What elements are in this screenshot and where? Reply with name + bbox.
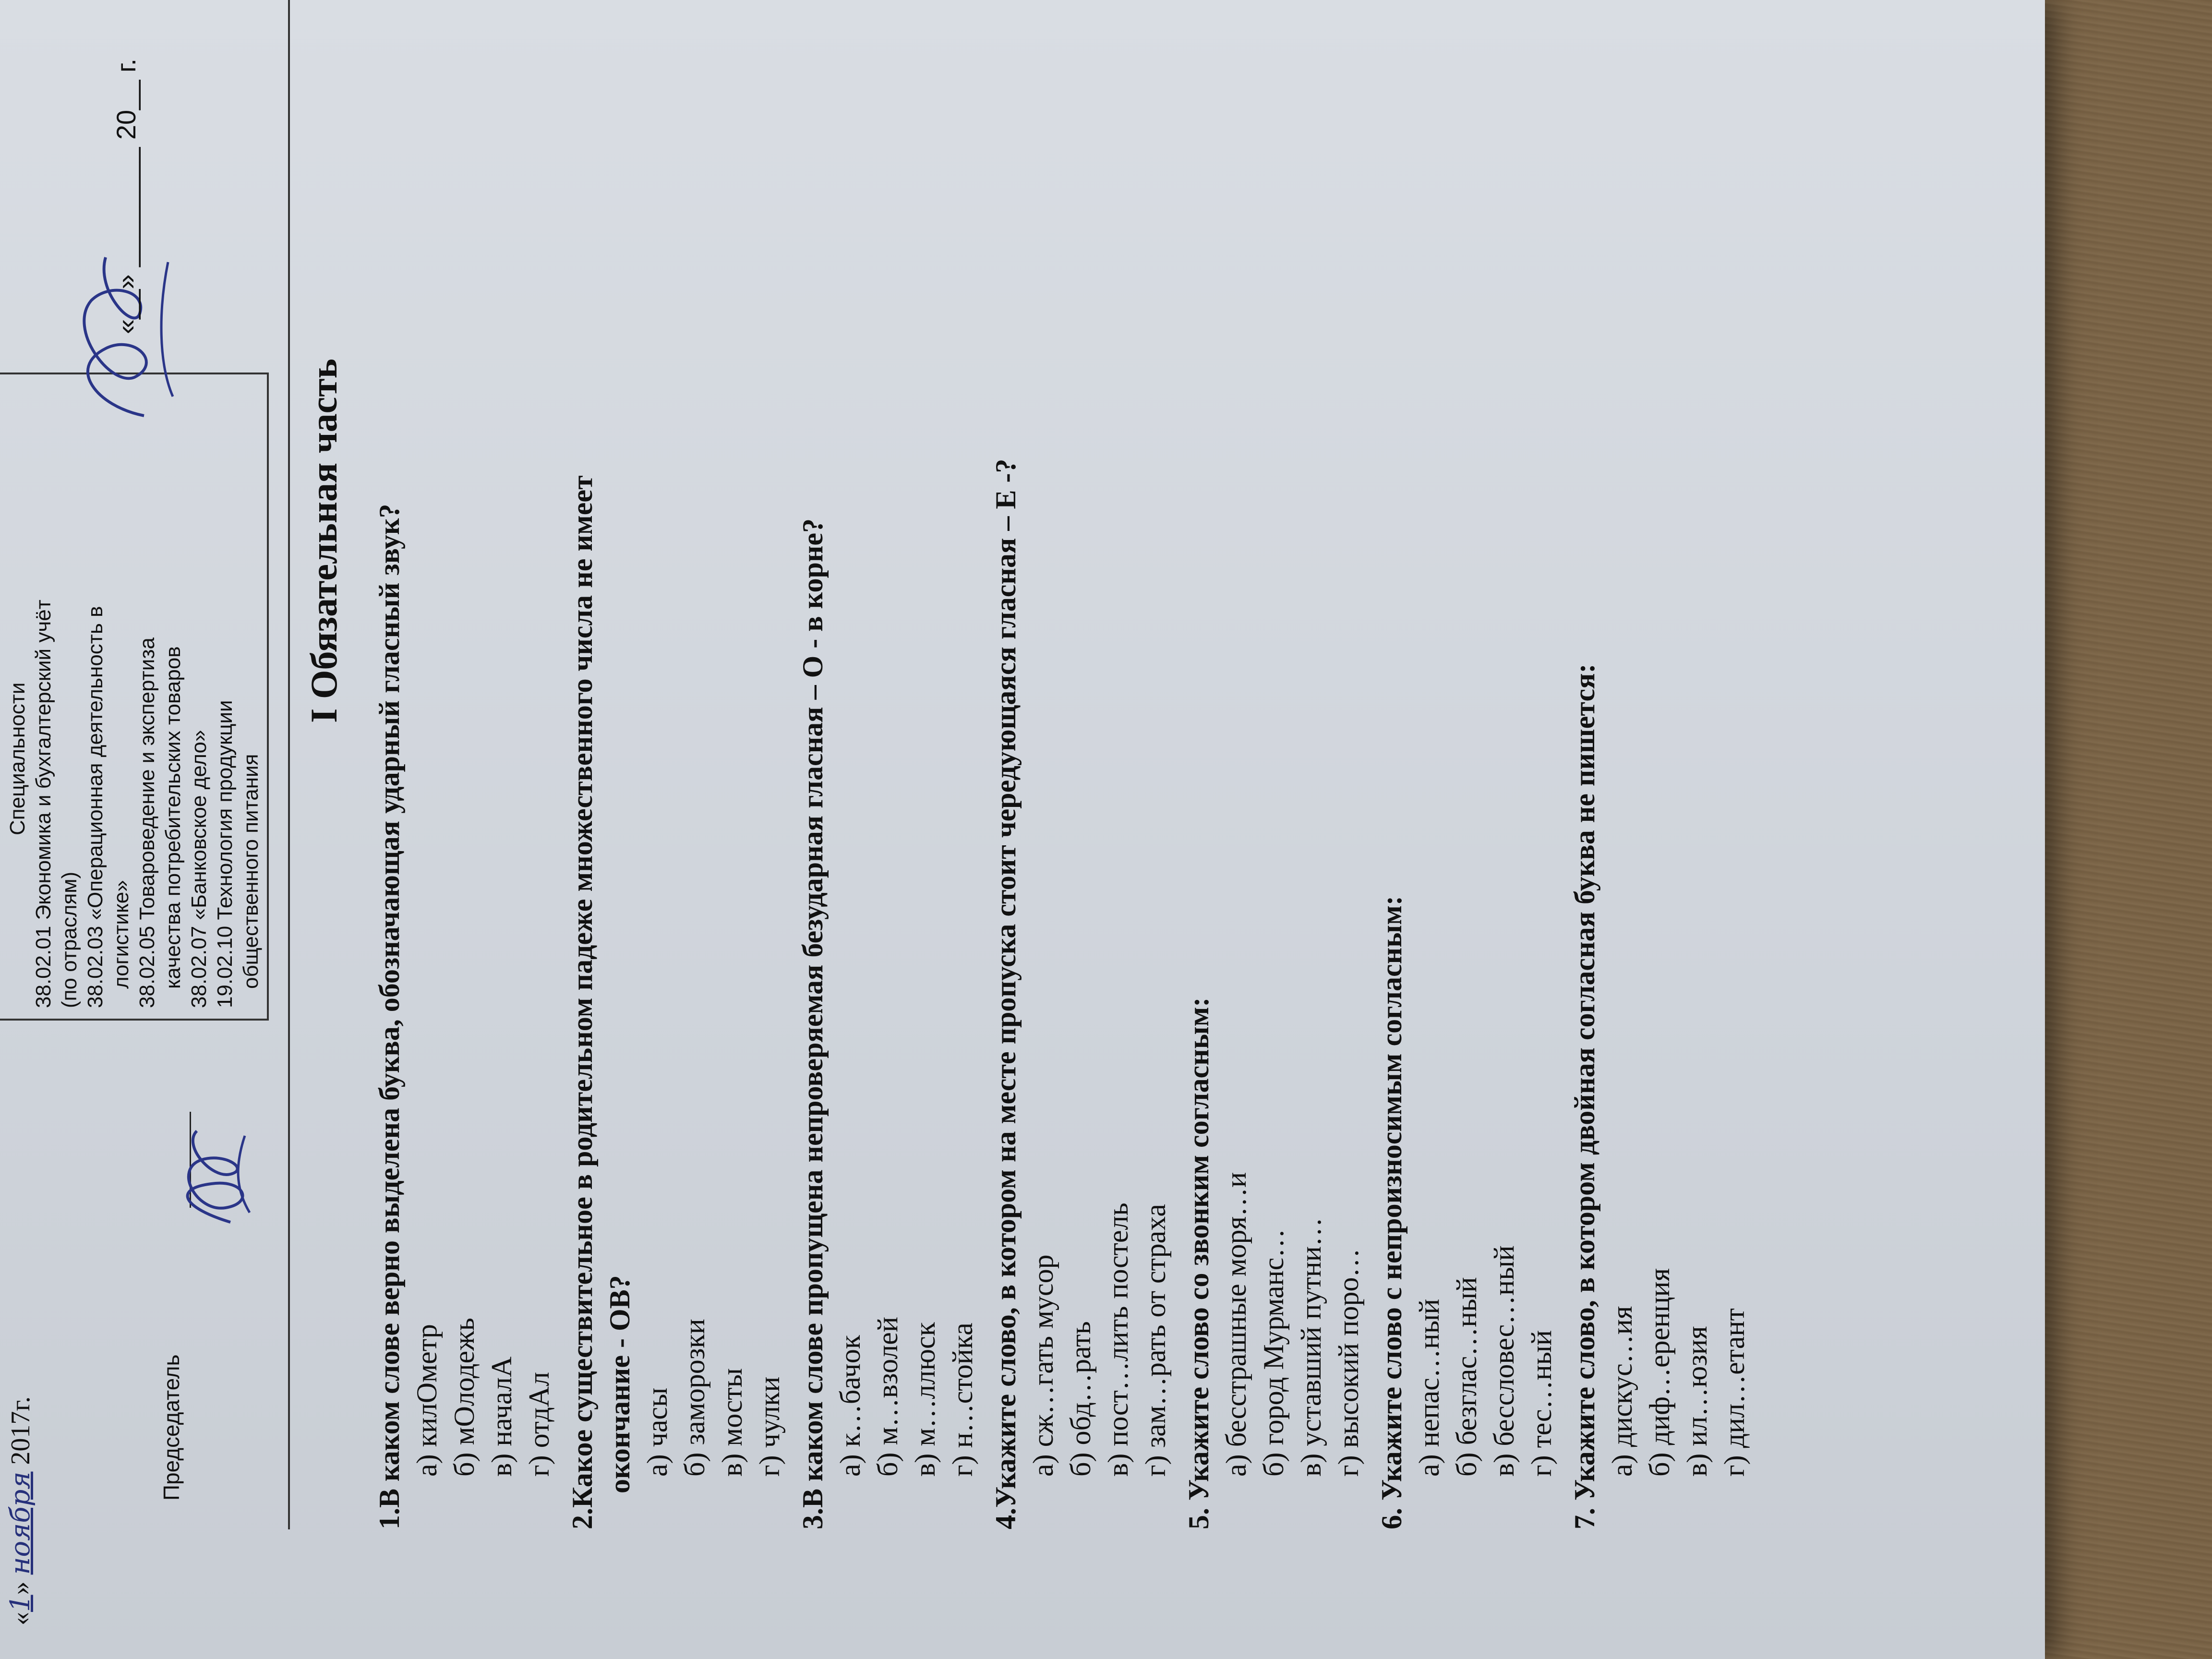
- specialty-line: 19.02.10 Технология продукции: [213, 700, 237, 1008]
- answer-option: а) к…бачок: [834, 1335, 866, 1477]
- answer-option: г) зам…рать от страха: [1140, 1203, 1171, 1477]
- quote-close: »: [6, 1581, 36, 1595]
- specialty-line: 38.02.05 Товароведение и экспертиза: [135, 637, 159, 1008]
- date-day: 1: [5, 1595, 36, 1612]
- approval-date: [5, 1396, 36, 1625]
- approval-date-blank: «__» ________ 20__ г.: [111, 58, 141, 334]
- answer-option: а) бесстрашные моря…и: [1220, 1172, 1252, 1477]
- question-4: 4.Укажите слово, в котором на месте пропуска стоит чередующаяся гласная – Е -?: [990, 458, 1022, 1529]
- answer-option: а) килОметр: [411, 1324, 443, 1477]
- answer-option: б) м…взолей: [872, 1316, 903, 1477]
- answer-option: г) н…стойка: [947, 1322, 978, 1477]
- question-3: 3.В каком слове пропущена непроверяемая безударная гласная – О - в корне?: [797, 518, 829, 1529]
- answer-option: б) заморозки: [679, 1319, 710, 1477]
- answer-option: в) началА: [486, 1356, 517, 1477]
- specialty-line: 38.02.07 «Банковское дело»: [187, 730, 211, 1008]
- specialty-line: качества потребительских товаров: [161, 646, 185, 989]
- answer-option: а) дискус…ия: [1606, 1306, 1638, 1477]
- question-5: 5. Укажите слово со звонким согласным:: [1183, 997, 1214, 1529]
- question-2-line-1: 2.Какое существительное в родительном падеже множественного числа не имеет: [566, 475, 598, 1529]
- date-month: ноября: [5, 1471, 36, 1575]
- answer-option: в) ил…юзия: [1681, 1326, 1713, 1477]
- header-divider: [288, 0, 290, 1529]
- answer-option: в) мосты: [716, 1368, 748, 1477]
- answer-option: б) обд…рать: [1065, 1321, 1096, 1477]
- answer-option: а) сж…гать мусор: [1027, 1254, 1059, 1477]
- answer-option: в) бессловес…ный: [1488, 1245, 1520, 1477]
- specialty-line: логистике»: [109, 880, 133, 989]
- question-2: [564, 17, 638, 1529]
- answer-option: г) дил…етант: [1719, 1308, 1750, 1477]
- answer-option: в) уставший путни…: [1295, 1217, 1327, 1477]
- specialties-heading: Специальности: [6, 682, 29, 835]
- chairman-signature: [154, 1117, 269, 1241]
- answer-option: б) безглас…ный: [1451, 1277, 1482, 1477]
- specialty-line: 38.02.03 «Операционная деятельность в: [84, 606, 107, 1008]
- section-title: I Обязательная часть: [303, 359, 345, 723]
- answer-option: г) отдАл: [523, 1371, 555, 1477]
- answer-option: в) м…ллюск: [909, 1322, 941, 1477]
- date-year: 2017г.: [6, 1396, 36, 1465]
- answer-option: г) тес…ный: [1526, 1330, 1557, 1477]
- answer-option: в) пост…лить постель: [1102, 1202, 1134, 1477]
- questions-list: [365, 17, 1753, 1529]
- answer-option: б) диф…еренция: [1644, 1268, 1675, 1477]
- answer-option: б) город Мурманс…: [1258, 1228, 1289, 1477]
- question-1: 1.В каком слове верно выделена буква, обозначающая ударный гласный звук?: [373, 504, 405, 1529]
- answer-option: а) непас…ный: [1413, 1298, 1445, 1477]
- specialty-line: (по отраслям): [58, 871, 81, 1008]
- specialty-line: 38.02.01 Экономика и бухгалтерский учёт: [32, 600, 55, 1008]
- quote-open: «: [6, 1612, 36, 1625]
- specialties-box: [0, 373, 269, 1021]
- answer-option: б) мОлодежь: [448, 1318, 480, 1477]
- question-2-line-2: окончание - ОВ?: [604, 1275, 636, 1493]
- answer-option: г) чулки: [754, 1376, 785, 1477]
- question-6: 6. Укажите слово с непроизносимым согласным:: [1376, 896, 1407, 1529]
- answer-option: а) часы: [641, 1387, 673, 1477]
- chairman-label: Председатель: [159, 1354, 184, 1501]
- specialty-line: общественного питания: [239, 754, 263, 989]
- answer-option: г) высокий поро…: [1333, 1248, 1364, 1477]
- question-7: 7. Укажите слово, в котором двойная согласная буква не пишется:: [1569, 663, 1600, 1529]
